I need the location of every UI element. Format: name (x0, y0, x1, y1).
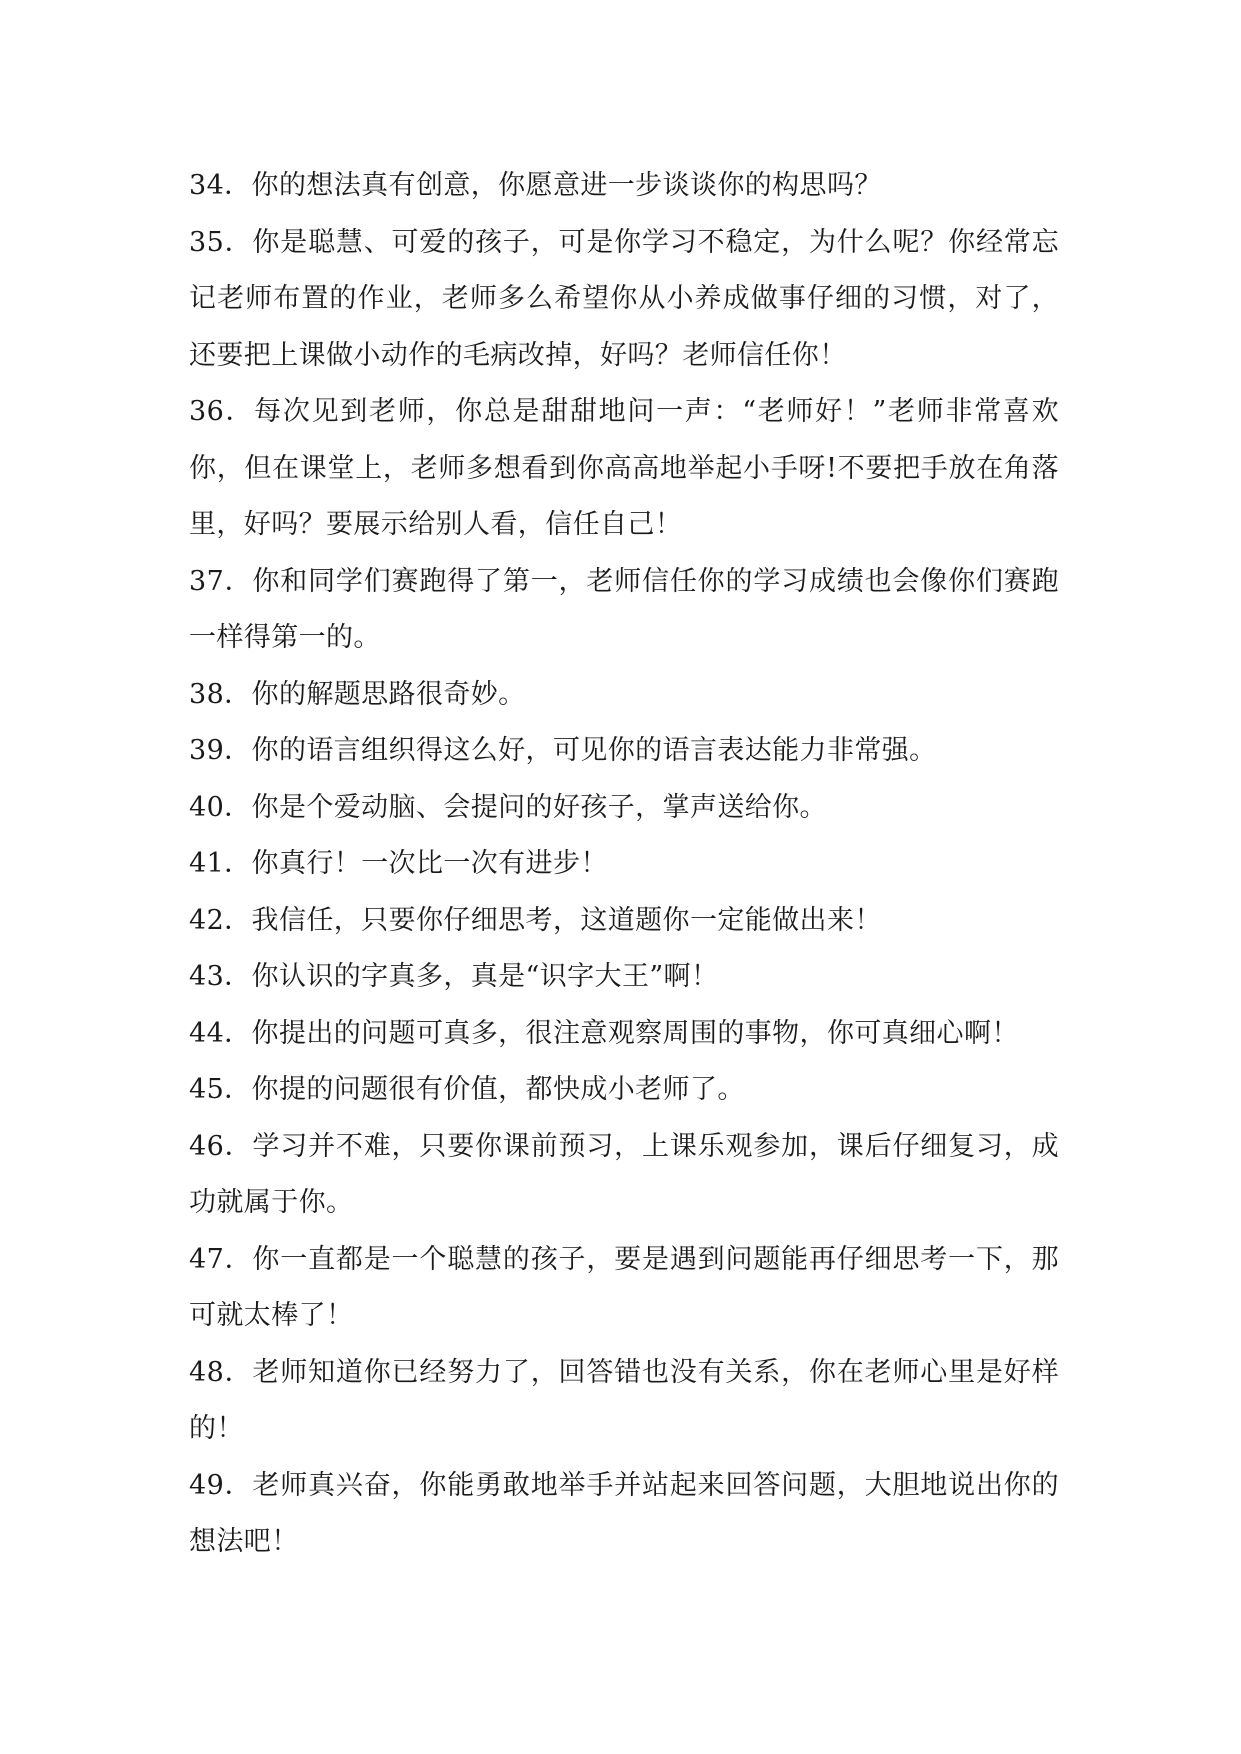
document-body (189, 158, 1059, 1571)
paragraph-35: 35．你是聪慧、可爱的孩子，可是你学习不稳定，为什么呢？你经常忘记老师布置的作业，老师多么希望你从小养成做事仔细的习惯，对了，还要把上课做小动作的毛病改掉，好吗？老师信任你！ (189, 226, 1059, 371)
paragraph-49: 49．老师真兴奋，你能勇敢地举手并站起来回答问题，大胆地说出你的想法吧！ (189, 1469, 1059, 1557)
paragraph-44: 44．你提出的问题可真多，很注意观察周围的事物，你可真细心啊！ (189, 1017, 1019, 1049)
paragraph-43: 43．你认识的字真多，真是“识字大王”啊！ (189, 961, 719, 992)
paragraph-48: 48．老师知道你已经努力了，回答错也没有关系，你在老师心里是好样的！ (189, 1356, 1059, 1444)
paragraph-40: 40．你是个爱动脑、会提问的好孩子，掌声送给你。 (189, 791, 827, 823)
paragraph-38: 38．你的解题思路很奇妙。 (189, 678, 526, 710)
paragraph-41: 41．你真行！一次比一次有进步！ (189, 848, 608, 879)
paragraph-34: 34．你的想法真有创意，你愿意进一步谈谈你的构思吗？ (189, 170, 882, 201)
paragraph-47: 47．你一直都是一个聪慧的孩子，要是遇到问题能再仔细思考一下，那可就太棒了！ (189, 1243, 1059, 1331)
paragraph-37: 37．你和同学们赛跑得了第一，老师信任你的学习成绩也会像你们赛跑一样得第一的。 (189, 565, 1059, 653)
paragraph-39: 39．你的语言组织得这么好，可见你的语言表达能力非常强。 (189, 735, 937, 766)
paragraph-46: 46．学习并不难，只要你课前预习，上课乐观参加，课后仔细复习，成功就属于你。 (189, 1130, 1059, 1218)
paragraph-45: 45．你提的问题很有价值，都快成小老师了。 (189, 1074, 745, 1105)
paragraph-42: 42．我信任，只要你仔细思考，这道题你一定能做出来！ (189, 904, 882, 936)
paragraph-36: 36．每次见到老师，你总是甜甜地问一声：“老师好！”老师非常喜欢你，但在课堂上，老师多想看到你高高地举起小手呀!不要把手放在角落里，好吗？要展示给别人看，信任自己！ (189, 396, 1059, 540)
